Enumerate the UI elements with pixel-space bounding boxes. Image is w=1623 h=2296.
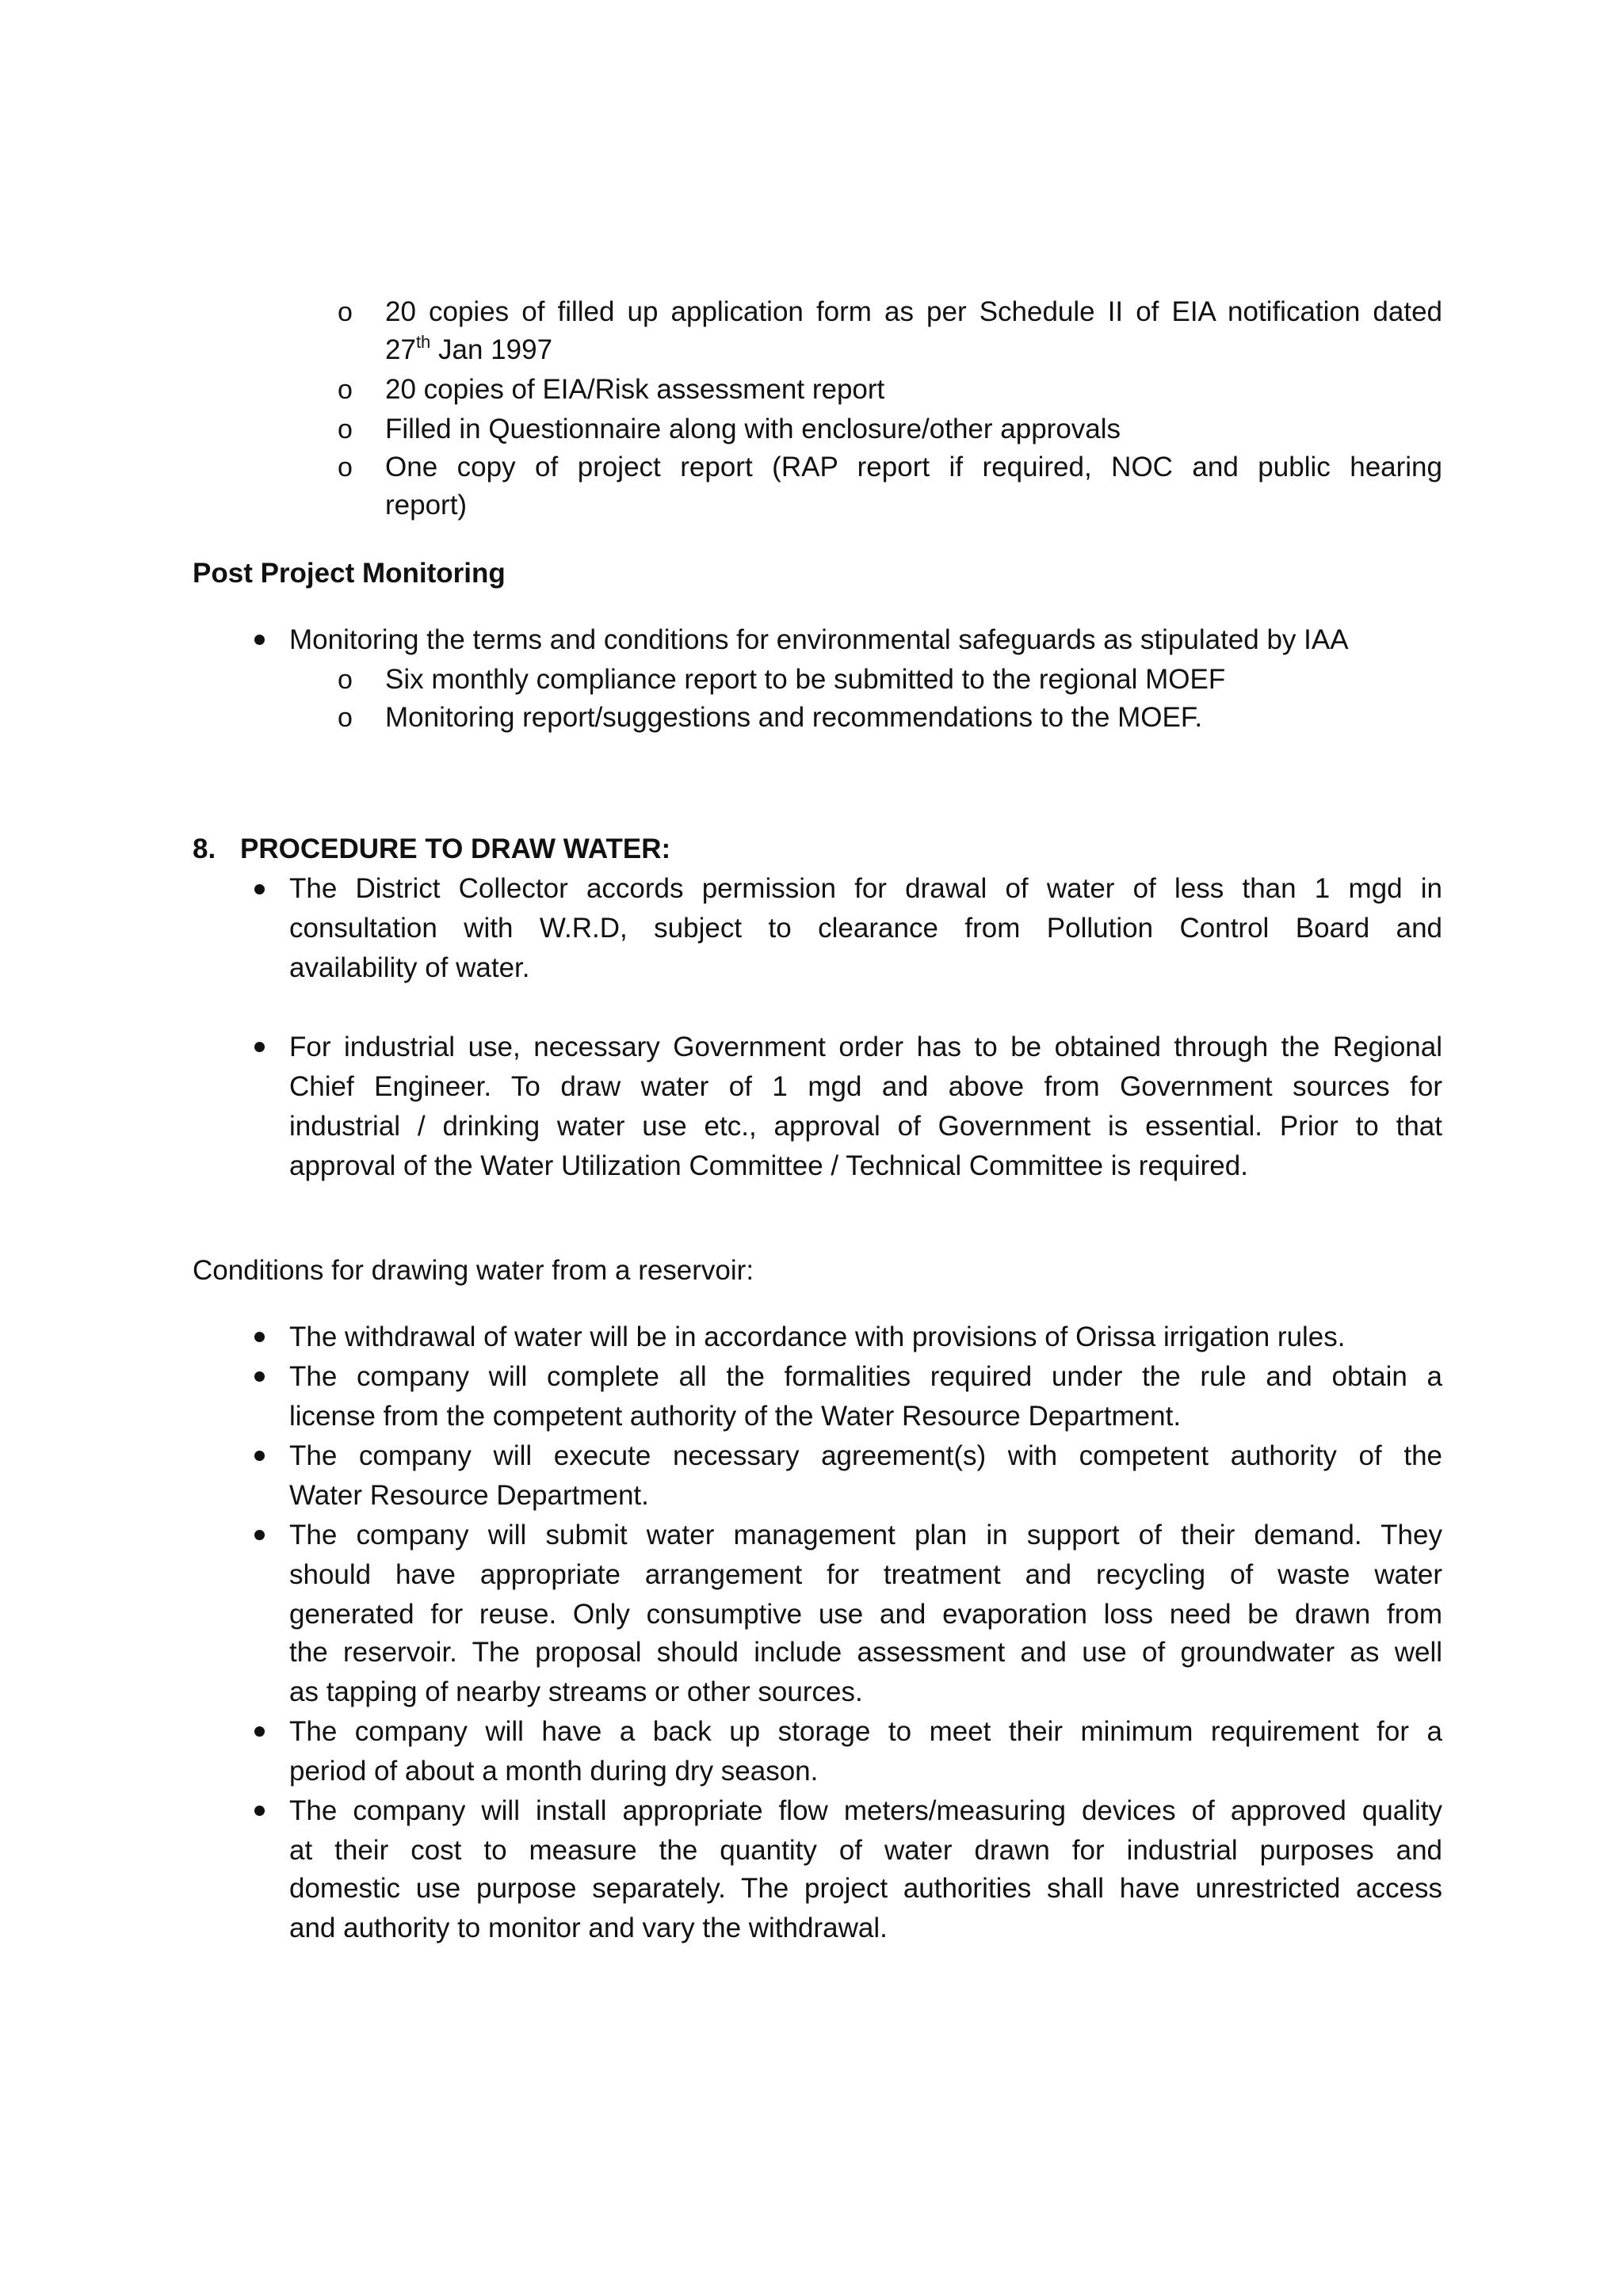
section-8-p2-line-2: Chief Engineer. To draw water of 1 mgd and above from Government sources for: [289, 1071, 1442, 1102]
eia-item-2: 20 copies of EIA/Risk assessment report: [385, 374, 885, 405]
section-8-p2-line-4: approval of the Water Utilization Committee / Technical Committee is required.: [289, 1150, 1248, 1181]
post-project-sub-1: Six monthly compliance report to be submitted to the regional MOEF: [385, 664, 1226, 695]
condition-6-line-3: domestic use purpose separately. The project authorities shall have unrestricted access: [289, 1873, 1442, 1904]
condition-2-line-2: license from the competent authority of the Water Resource Department.: [289, 1401, 1182, 1432]
conditions-intro: Conditions for drawing water from a reservoir:: [193, 1255, 754, 1286]
section-8-p2-line-3: industrial / drinking water use etc., approval of Government is essential. Prior to that: [289, 1111, 1442, 1142]
eia-item-1-line-1: 20 copies of filled up application form as per Schedule II of EIA notification dated: [385, 296, 1442, 327]
condition-4-line-2: should have appropriate arrangement for treatment and recycling of waste water: [289, 1559, 1442, 1590]
hollow-bullet-icon: o: [338, 297, 353, 327]
eia-item-4-line-2: report): [385, 490, 468, 521]
condition-5-line-2: period of about a month during dry season.: [289, 1756, 819, 1787]
condition-2-line-1: The company will complete all the formalities required under the rule and obtain a: [289, 1361, 1442, 1392]
condition-1-line-1: The withdrawal of water will be in accordance with provisions of Orissa irrigation rules.: [289, 1322, 1346, 1352]
condition-4-line-4: the reservoir. The proposal should include assessment and use of groundwater as well: [289, 1637, 1442, 1668]
section-8-p1-line-1: The District Collector accords permission for drawal of water of less than 1 mgd in: [289, 873, 1442, 904]
post-project-sub-2: Monitoring report/suggestions and recommendations to the MOEF.: [385, 702, 1203, 733]
bullet-icon: [254, 1806, 265, 1816]
bullet-icon: [254, 635, 265, 645]
eia-item-1-superscript: th: [415, 332, 431, 352]
hollow-bullet-icon: o: [338, 375, 353, 405]
eia-item-4-line-1: One copy of project report (RAP report if required, NOC and public hearing: [385, 452, 1442, 482]
eia-item-1-date-rest: Jan 1997: [430, 334, 553, 365]
bullet-icon: [254, 1042, 265, 1052]
bullet-icon: [254, 1726, 265, 1737]
eia-item-3: Filled in Questionnaire along with enclosure/other approvals: [385, 414, 1121, 444]
condition-4-line-3: generated for reuse. Only consumptive use and evaporation loss need be drawn from: [289, 1599, 1442, 1630]
bullet-icon: [254, 884, 265, 894]
post-project-heading: Post Project Monitoring: [193, 558, 506, 589]
condition-6-line-4: and authority to monitor and vary the withdrawal.: [289, 1913, 888, 1943]
section-8-number: 8.: [193, 833, 216, 864]
hollow-bullet-icon: o: [338, 665, 353, 695]
hollow-bullet-icon: o: [338, 452, 353, 482]
section-8-p1-line-3: availability of water.: [289, 952, 530, 983]
condition-5-line-1: The company will have a back up storage to meet their minimum requirement for a: [289, 1716, 1442, 1747]
condition-3-line-2: Water Resource Department.: [289, 1480, 649, 1511]
section-8-p2-line-1: For industrial use, necessary Government order has to be obtained through the Regional: [289, 1032, 1442, 1062]
section-8-p1-line-2: consultation with W.R.D, subject to clearance from Pollution Control Board and: [289, 913, 1442, 944]
hollow-bullet-icon: o: [338, 703, 353, 733]
bullet-icon: [254, 1451, 265, 1461]
post-project-bullet-1: Monitoring the terms and conditions for environmental safeguards as stipulated by IAA: [289, 624, 1349, 655]
hollow-bullet-icon: o: [338, 414, 353, 444]
condition-4-line-1: The company will submit water management plan in support of their demand. They: [289, 1520, 1442, 1550]
section-8-heading: PROCEDURE TO DRAW WATER:: [240, 833, 671, 864]
eia-item-1-day: 27: [385, 334, 416, 365]
condition-6-line-1: The company will install appropriate flow meters/measuring devices of approved quality: [289, 1795, 1442, 1826]
bullet-icon: [254, 1371, 265, 1382]
condition-3-line-1: The company will execute necessary agreement(s) with competent authority of the: [289, 1440, 1442, 1471]
eia-item-1-line-2: [385, 331, 552, 369]
bullet-icon: [254, 1530, 265, 1540]
condition-6-line-2: at their cost to measure the quantity of water drawn for industrial purposes and: [289, 1835, 1442, 1866]
bullet-icon: [254, 1332, 265, 1342]
condition-4-line-5: as tapping of nearby streams or other sources.: [289, 1676, 863, 1707]
